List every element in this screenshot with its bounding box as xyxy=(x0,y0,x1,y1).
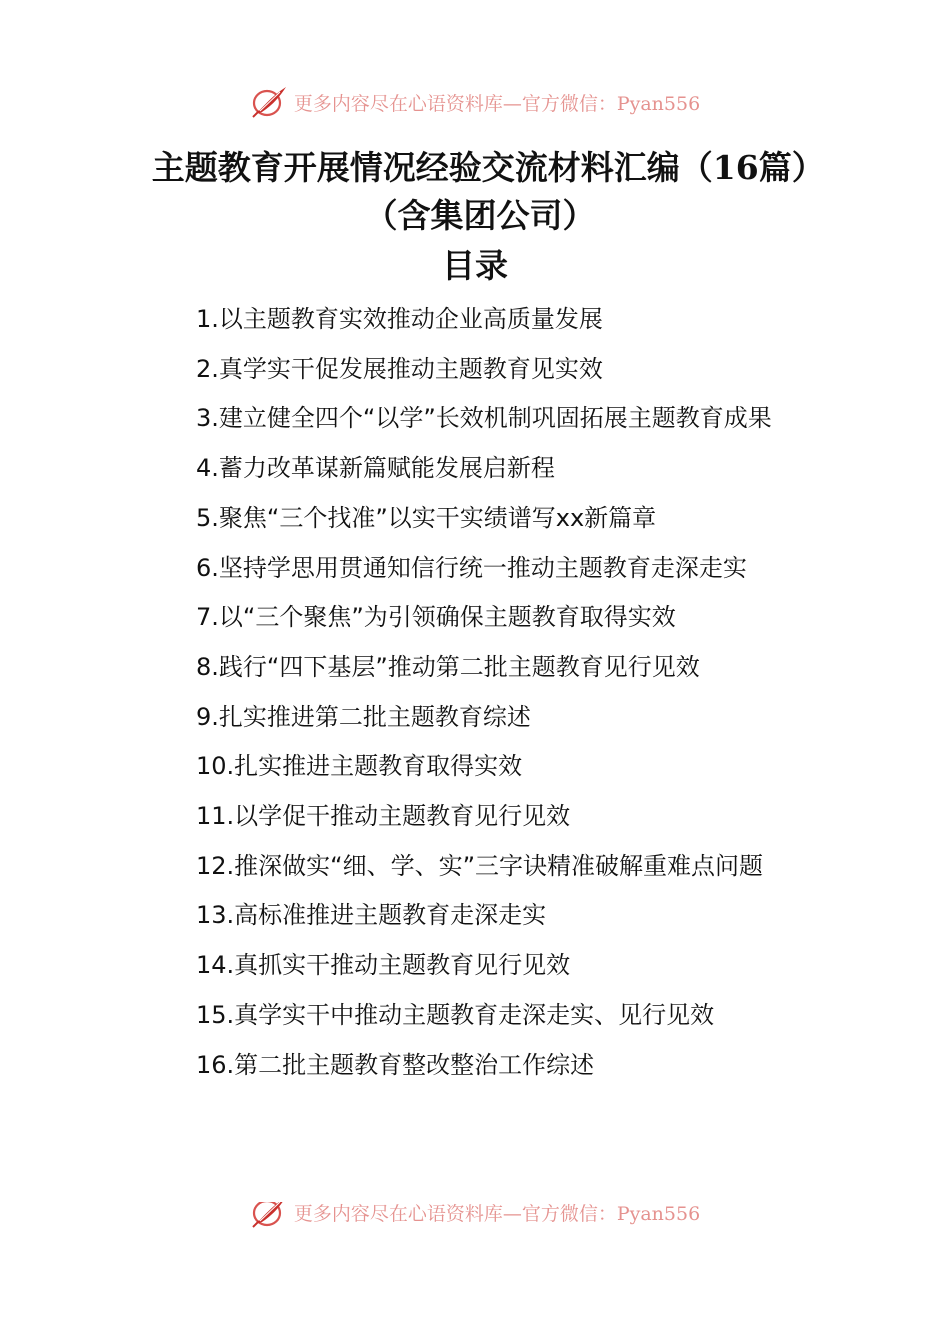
toc-item-13: 13.高标准推进主题教育走深走实 xyxy=(196,901,547,930)
toc-item-10: 10.扎实推进主题教育取得实效 xyxy=(196,752,523,781)
toc-heading: 目录 xyxy=(442,246,508,285)
watermark-content-bottom xyxy=(250,1202,700,1230)
document-title: 主题教育开展情况经验交流材料汇编（16篇）（含集团公司） xyxy=(151,148,809,235)
table-of-contents xyxy=(145,295,810,1090)
toc-item-4: 4.蓄力改革谋新篇赋能发展启新程 xyxy=(196,454,555,483)
watermark-banner-bottom xyxy=(0,1202,950,1234)
toc-item-2: 2.真学实干促发展推动主题教育见实效 xyxy=(196,354,603,383)
feather-pen-logo-icon xyxy=(250,84,290,120)
toc-item-9: 9.扎实推进第二批主题教育综述 xyxy=(196,702,531,731)
watermark-banner-top xyxy=(0,82,950,122)
watermark-content xyxy=(250,84,700,120)
toc-item-14: 14.真抓实干推动主题教育见行见效 xyxy=(196,951,571,980)
toc-item-11: 11.以学促干推动主题教育见行见效 xyxy=(196,802,571,831)
toc-item-1: 1.以主题教育实效推动企业高质量发展 xyxy=(196,305,603,333)
toc-item-3: 3.建立健全四个“以学”长效机制巩固拓展主题教育成果 xyxy=(196,404,772,433)
watermark-text-bottom: 更多内容尽在心语资料库—官方微信：Pyan556 xyxy=(293,1202,701,1225)
toc-item-7: 7.以“三个聚焦”为引领确保主题教育取得实效 xyxy=(196,603,676,632)
toc-item-8: 8.践行“四下基层”推动第二批主题教育见行见效 xyxy=(196,652,700,681)
feather-pen-logo-icon xyxy=(250,1202,290,1230)
watermark-text: 更多内容尽在心语资料库—官方微信：Pyan556 xyxy=(293,92,701,115)
toc-item-5: 5.聚焦“三个找准”以实干实绩谱写xx新篇章 xyxy=(196,503,657,532)
toc-item-12: 12.推深做实“细、学、实”三字诀精准破解重难点问题 xyxy=(196,851,764,880)
toc-item-6: 6.坚持学思用贯通知信行统一推动主题教育走深走实 xyxy=(196,553,747,582)
toc-item-15: 15.真学实干中推动主题教育走深走实、见行见效 xyxy=(196,1000,715,1029)
toc-item-16: 16.第二批主题教育整改整治工作综述 xyxy=(196,1050,595,1079)
